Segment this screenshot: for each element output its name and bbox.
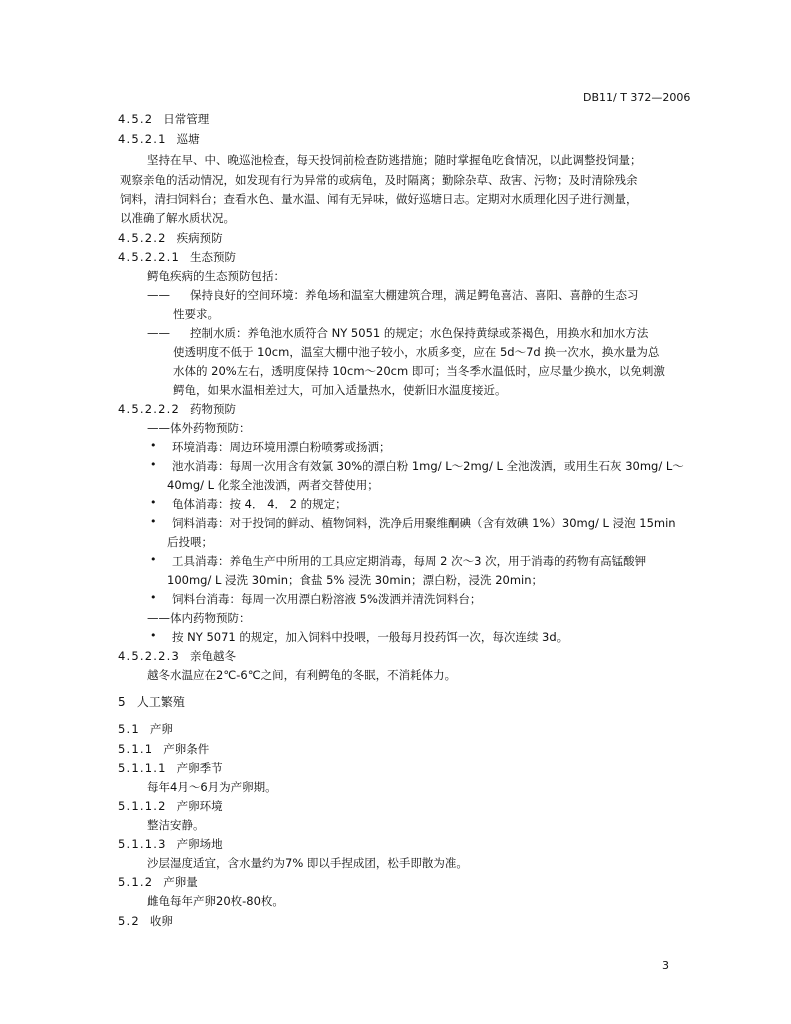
heading-title: 亲龟越冬 (190, 649, 237, 663)
bullet-item-line: 后投喂； (167, 535, 213, 549)
heading-title: 产卵环境 (176, 799, 223, 813)
heading-number: 4.5.2.2 (118, 231, 167, 245)
heading-title: 人工繁殖 (136, 695, 185, 709)
heading-4-5-2-2-2 (118, 401, 236, 417)
list-item-line: 鳄龟，如果水温相差过大，可加入适量热水，使新旧水温度接近。 (173, 383, 507, 397)
bullet-item-line: 池水消毒：每周一次用含有效氯 30%的漂白粉 1mg/ L～2mg/ L 全池泼洒，或用生石灰 30mg/ L～ (172, 459, 684, 473)
bullet-item-line: 40mg/ L 化浆全池泼洒，两者交替使用； (167, 478, 379, 492)
list-item-line: 水体的 20%左右，透明度保持 10cm～20cm 即可；当冬季水温低时，应尽量少换水，以免刺激 (173, 364, 665, 378)
paragraph-line: 沙层湿度适宜，含水量约为7% 即以手捏成团，松手即散为准。 (147, 856, 468, 870)
heading-5-1 (118, 721, 173, 737)
heading-number: 5.1.2 (118, 875, 154, 889)
paragraph-line: 雌龟每年产卵20枚-80枚。 (147, 894, 284, 908)
heading-title: 产卵 (149, 722, 173, 736)
document-id: DB11/ T 372—2006 (583, 91, 691, 104)
heading-5-2 (118, 913, 173, 929)
bullet-icon: • (150, 458, 157, 471)
paragraph-intro: 鳄龟疾病的生态预防包括： (147, 269, 285, 283)
heading-title: 产卵量 (163, 875, 198, 889)
heading-5-1-1-1 (118, 760, 223, 776)
subsection-label: ——体外药物预防： (147, 421, 251, 435)
bullet-item-line: 按 NY 5071 的规定，加入饲料中投喂，一般每月投药饵一次，每次连续 3d。 (172, 630, 569, 644)
list-item-line: 使透明度不低于 10cm，温室大棚中池子较小，水质多变，应在 5d～7d 换一次水，换水量为总 (173, 345, 660, 359)
paragraph-line: 观察亲龟的活动情况，如发现有行为异常的或病龟，及时隔离；勤除杂草、敌害、污物；及时清除残余 (120, 173, 638, 187)
heading-number: 4.5.2.2.2 (118, 402, 181, 416)
heading-5-1-1-3 (118, 836, 223, 852)
bullet-icon: • (150, 629, 157, 642)
heading-4-5-2-2-3 (118, 648, 236, 664)
list-item-line: 控制水质：养龟池水质符合 NY 5051 的规定；水色保持黄绿或茶褐色，用换水和加水方法 (190, 326, 649, 340)
bullet-item-line: 龟体消毒：按 4． 4． 2 的规定； (172, 497, 347, 511)
paragraph-line: 整洁安静。 (147, 818, 205, 832)
bullet-item-line: 100mg/ L 浸洗 30min；食盐 5% 浸洗 30min；漂白粉，浸洗 20min； (167, 573, 544, 587)
bullet-item-line: 工具消毒：养龟生产中所用的工具应定期消毒，每周 2 次～3 次，用于消毒的药物有高锰酸钾 (172, 554, 647, 568)
paragraph-line: 越冬水温应在2℃-6℃之间，有利鳄龟的冬眠，不消耗体力。 (147, 668, 457, 682)
heading-number: 5.1.1.3 (118, 837, 167, 851)
bullet-icon: • (150, 591, 157, 604)
heading-number: 4.5.2 (118, 112, 154, 126)
list-item-line: 保持良好的空间环境：养龟场和温室大棚建筑合理，满足鳄龟喜洁、喜阳、喜静的生态习 (190, 288, 639, 302)
heading-4-5-2-2-1 (118, 249, 236, 265)
dash-marker: —— (147, 288, 170, 302)
paragraph-line: 每年4月～6月为产卵期。 (147, 780, 277, 794)
heading-number: 5 (118, 695, 127, 709)
heading-number: 5.1 (118, 722, 140, 736)
paragraph-line: 坚持在早、中、晚巡池检查，每天投饲前检查防逃措施；随时掌握龟吃食情况，以此调整投饲量； (147, 153, 642, 167)
heading-number: 5.1.1 (118, 742, 154, 756)
heading-4-5-2-2 (118, 230, 223, 246)
bullet-item-line: 饲料台消毒：每周一次用漂白粉溶液 5%泼洒并清洗饲料台； (172, 592, 482, 606)
bullet-icon: • (150, 553, 157, 566)
heading-title: 日常管理 (163, 112, 210, 126)
page-number: 3 (662, 959, 669, 972)
heading-title: 生态预防 (190, 250, 237, 264)
list-item-line: 性要求。 (173, 307, 219, 321)
heading-title: 产卵场地 (176, 837, 223, 851)
heading-title: 产卵条件 (163, 742, 210, 756)
heading-title: 药物预防 (190, 402, 237, 416)
heading-number: 4.5.2.1 (118, 132, 167, 146)
heading-4-5-2-1 (118, 131, 200, 147)
heading-number: 5.2 (118, 914, 140, 928)
bullet-item-line: 饲料消毒：对于投饲的鲜动、植物饲料，洗净后用聚维酮碘（含有效碘 1%）30mg/ L 浸泡 15min (172, 516, 676, 530)
bullet-item-line: 环境消毒：周边环境用漂白粉喷雾或扬洒； (172, 440, 391, 454)
subsection-label: ——体内药物预防： (147, 611, 251, 625)
heading-number: 4.5.2.2.3 (118, 649, 181, 663)
heading-title: 收卵 (149, 914, 173, 928)
paragraph-line: 以准确了解水质状况。 (120, 211, 235, 225)
heading-number: 4.5.2.2.1 (118, 250, 181, 264)
paragraph-line: 饲料，清扫饲料台；查看水色、量水温、闻有无异味，做好巡塘日志。定期对水质理化因子进行测量， (120, 192, 638, 206)
heading-title: 巡塘 (176, 132, 200, 146)
heading-5 (118, 694, 185, 710)
dash-marker: —— (147, 326, 170, 340)
heading-5-1-2 (118, 874, 198, 890)
heading-title: 产卵季节 (176, 761, 223, 775)
heading-number: 5.1.1.1 (118, 761, 167, 775)
bullet-icon: • (150, 515, 157, 528)
heading-number: 5.1.1.2 (118, 799, 167, 813)
heading-4-5-2 (118, 111, 209, 127)
bullet-icon: • (150, 439, 157, 452)
bullet-icon: • (150, 496, 157, 509)
heading-5-1-1-2 (118, 798, 223, 814)
heading-title: 疾病预防 (176, 231, 223, 245)
heading-5-1-1 (118, 741, 209, 757)
